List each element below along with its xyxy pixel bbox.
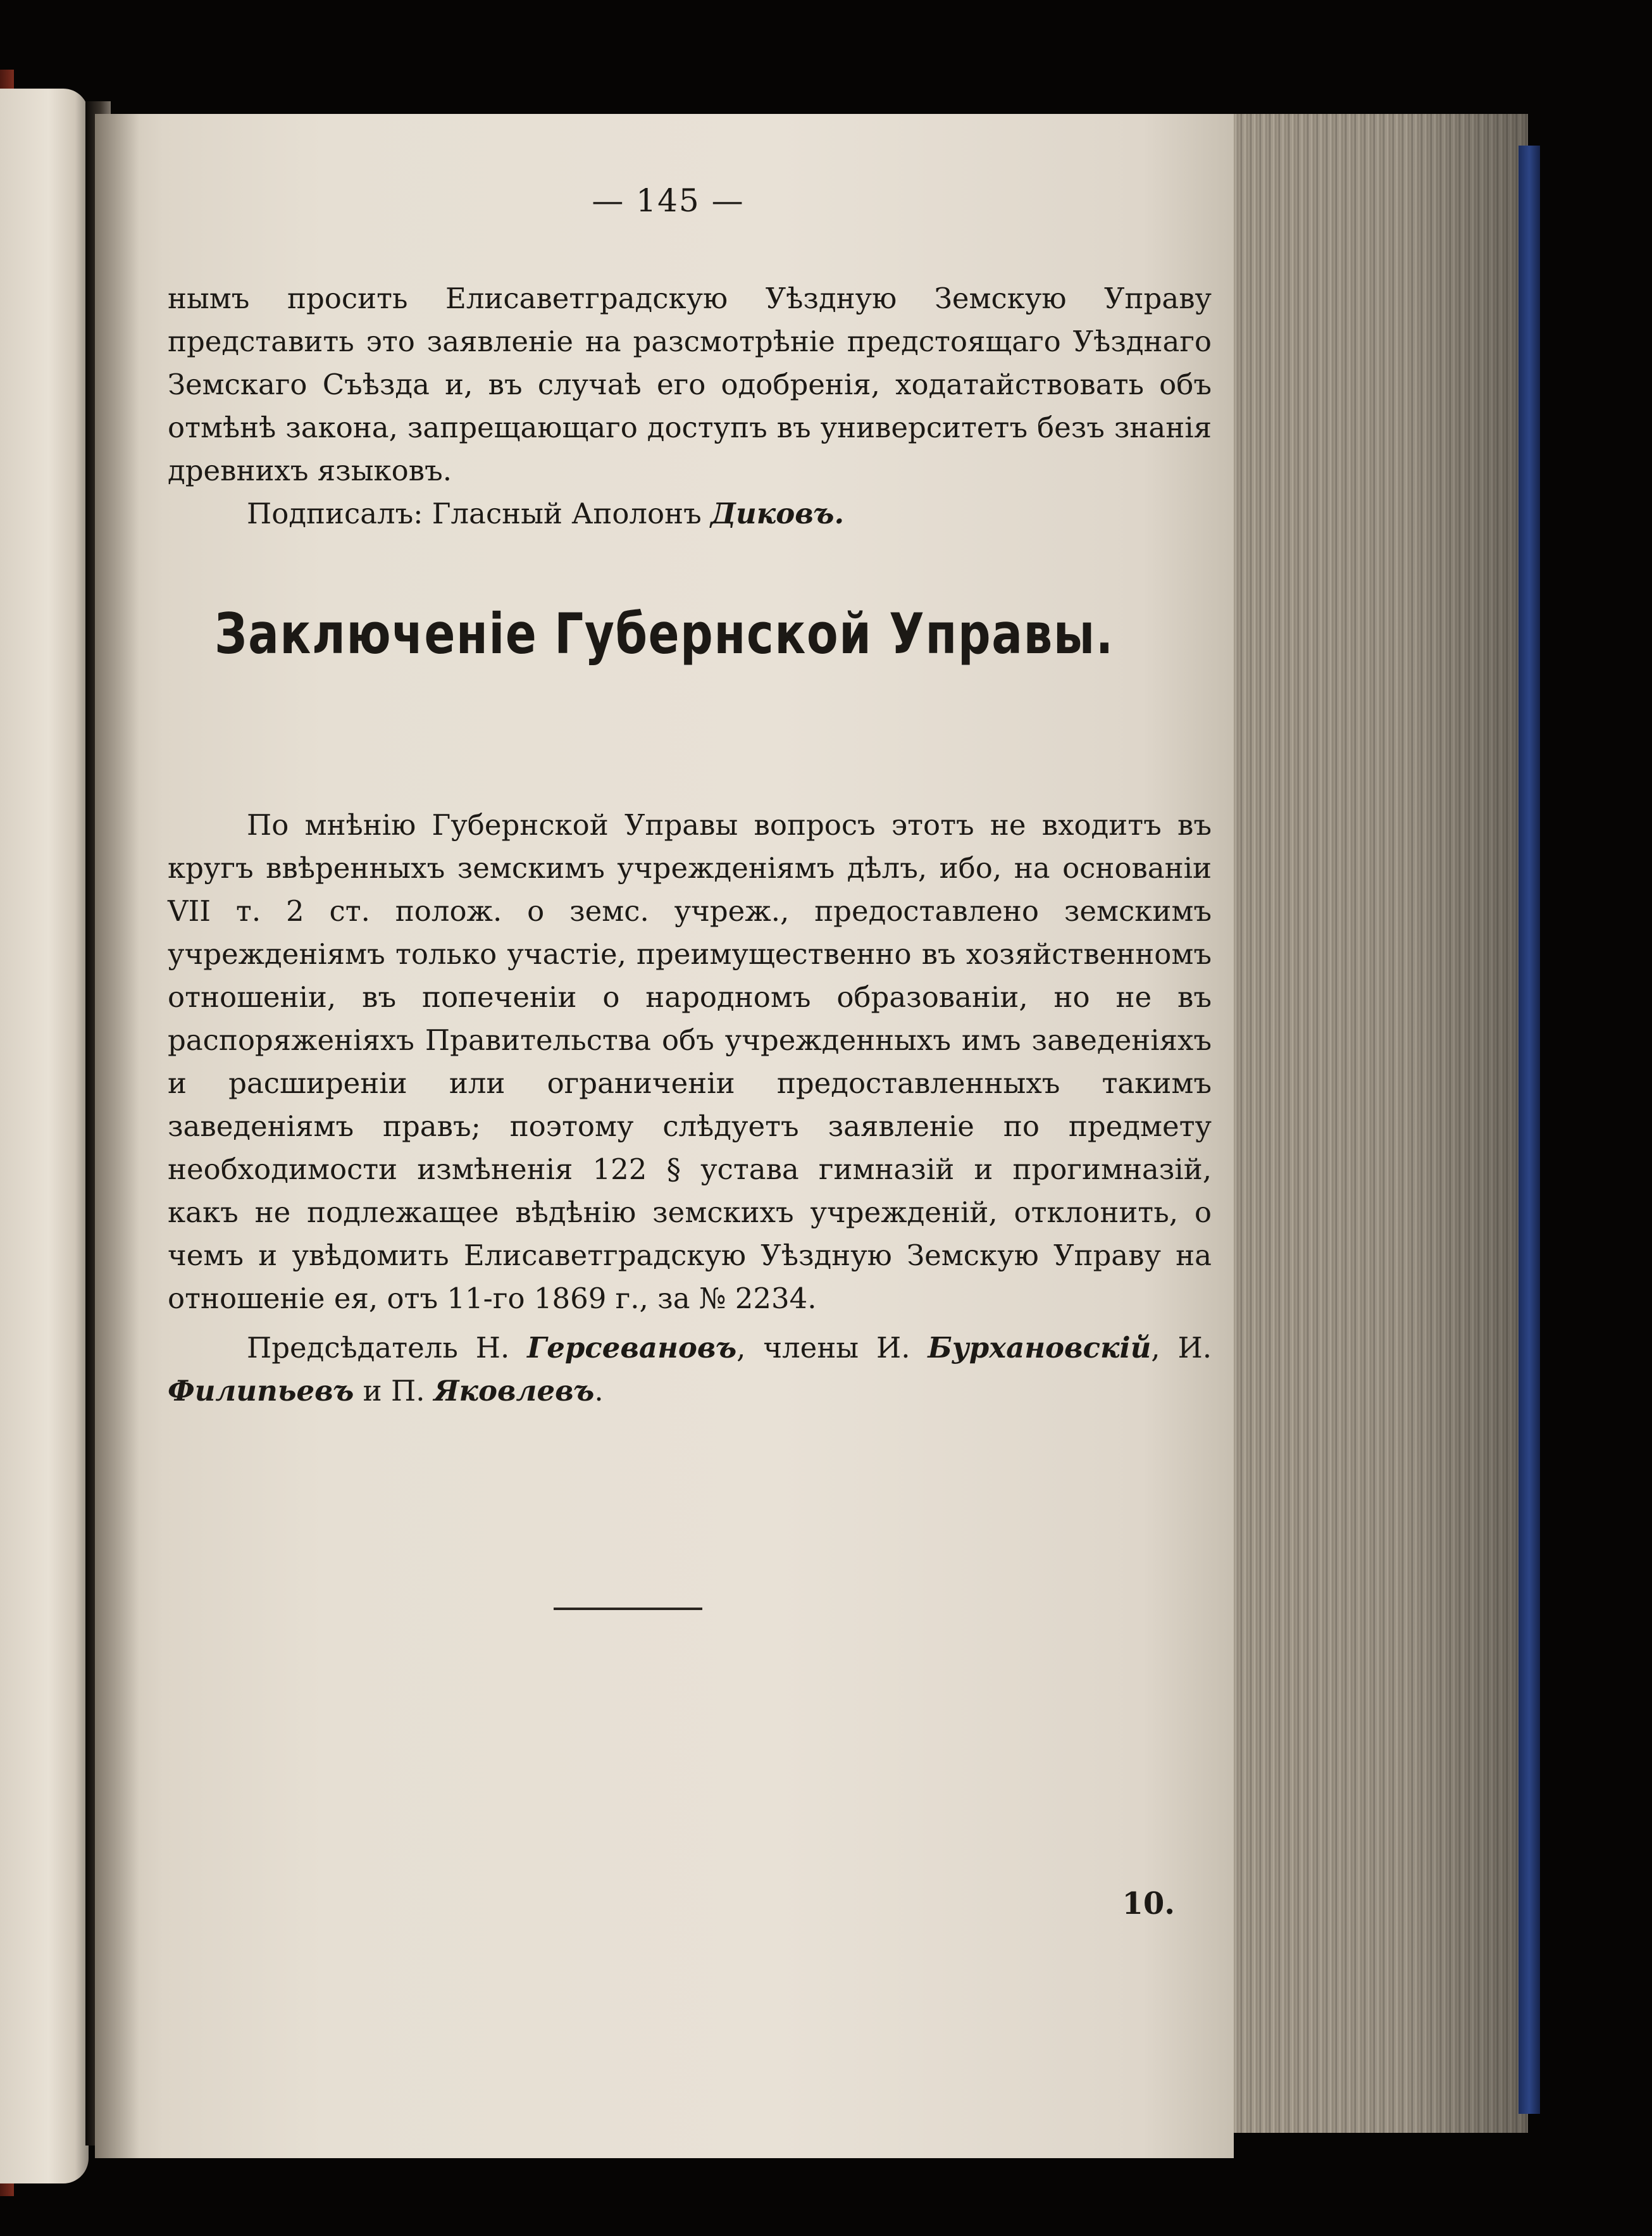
page-number: — 145 — — [592, 182, 745, 219]
members-label: , члены И. — [736, 1331, 928, 1365]
signature-line — [168, 492, 1212, 535]
separator: , И. — [1151, 1331, 1212, 1365]
signatories-line — [168, 1327, 1212, 1413]
chair-name: Герсевановъ — [527, 1331, 737, 1365]
book-page — [95, 114, 1234, 2158]
chair-label: Предсѣдатель Н. — [247, 1331, 528, 1365]
facing-page-edge — [0, 89, 89, 2183]
signature-name: Диковъ. — [711, 497, 845, 530]
signature-prefix: Подписалъ: Гласный Аполонъ — [247, 497, 711, 530]
end-punctuation: . — [594, 1374, 604, 1408]
signature-mark: 10. — [1122, 1886, 1175, 1921]
page-block-shade — [1224, 114, 1528, 2133]
opening-paragraph: нымъ просить Елисаветградскую Уѣздную Земскую Управу представить это заявленіе на разсмотрѣніе предстоящаго Уѣзднаго Земскаго Съѣзда и, въ случаѣ его одобренія, ходатайствовать объ отмѣнѣ закона, запрещающаго доступъ въ университетъ безъ знанія древнихъ языковъ. — [168, 282, 1212, 487]
separator: и П. — [354, 1374, 434, 1408]
opening-text-block — [168, 277, 1212, 535]
section-heading: Заключеніе Губернской Управы. — [214, 601, 1114, 666]
back-cover-edge — [1518, 146, 1540, 2114]
member-name: Бурхановскій — [928, 1331, 1152, 1365]
member-name: Яковлевъ — [433, 1374, 595, 1408]
member-name: Филипьевъ — [168, 1374, 354, 1408]
section-divider-rule — [554, 1608, 702, 1610]
conclusion-text-block — [168, 804, 1212, 1413]
conclusion-paragraph: По мнѣнію Губернской Управы вопросъ этотъ не входитъ въ кругъ ввѣренныхъ земскимъ учрежденіямъ дѣлъ, ибо, на основаніи VII т. 2 ст. полож. о земс. учреж., предоставлено земскимъ учрежденіямъ только участіе, преимущественно въ хозяйственномъ отношеніи, въ попеченіи о народномъ образованіи, но не въ распоряженіяхъ Правительства объ учрежденныхъ имъ заведеніяхъ и расширеніи или ограниченіи предоставленныхъ такимъ заведеніямъ правъ; поэтому слѣдуетъ заявленіе по предмету необходимости измѣненія 122 § устава гимназій и прогимназій, какъ не подлежащее вѣдѣнію земскихъ учрежденій, отклонить, о чемъ и увѣдомить Елисаветградскую Уѣздную Земскую Управу на отношеніе ея, отъ 11-го 1869 г., за № 2234. — [168, 808, 1212, 1315]
